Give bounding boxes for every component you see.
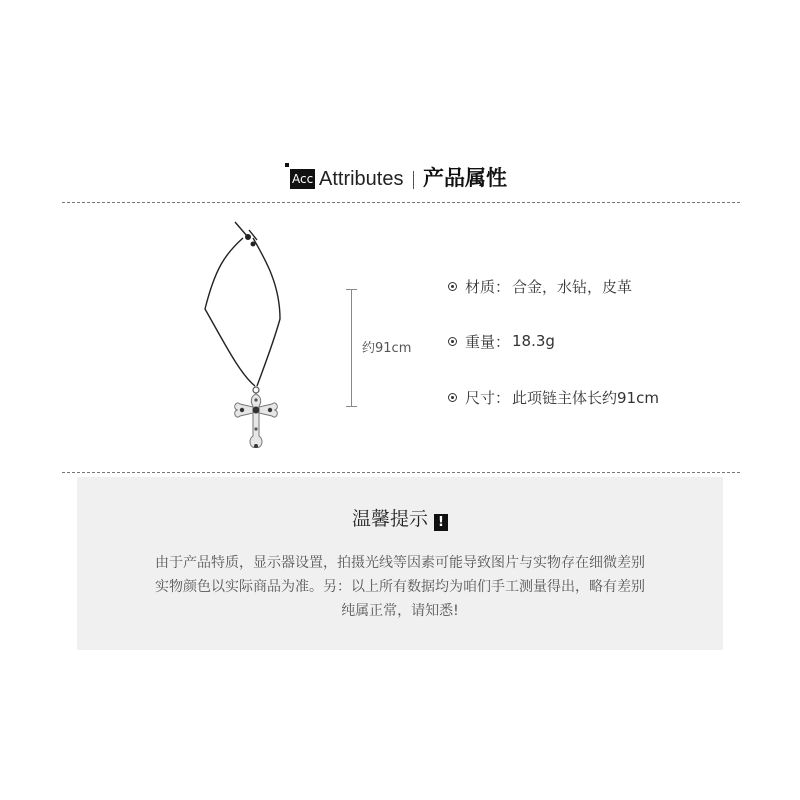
dimension-cap-top (346, 289, 357, 290)
notice-title-row (77, 507, 723, 531)
exclamation-icon: ! (434, 514, 448, 531)
notice-line: 由于产品特质，显示器设置，拍摄光线等因素可能导致图片与实物存在细微差别 (155, 555, 645, 571)
attribute-label: 材质： (465, 277, 511, 296)
notice-title: 温馨提示 (351, 508, 428, 530)
notice-line: 实物颜色以实际商品为准。另：以上所有数据均为咱们手工测量得出，略有差别 (155, 579, 645, 595)
attribute-material (448, 275, 632, 297)
attribute-value: 此项链主体长约91cm (512, 388, 659, 407)
dashed-divider-top (62, 202, 740, 203)
attribute-value: 合金，水钻，皮革 (512, 277, 633, 296)
header-dot (285, 163, 289, 167)
attribute-size (448, 386, 659, 408)
attribute-label: 尺寸： (465, 388, 511, 407)
product-image (195, 214, 295, 454)
attribute-value: 18.3g (512, 332, 555, 350)
attribute-label: 重量： (465, 332, 511, 351)
cross-pendant-necklace-icon (195, 214, 295, 454)
bullet-icon (448, 337, 457, 346)
header-badge: Acc (290, 169, 315, 189)
notice-panel (77, 477, 723, 650)
notice-line: 纯属正常，请知悉! (341, 603, 459, 619)
dimension-label: 约91cm (362, 341, 412, 356)
attribute-weight (448, 330, 555, 352)
dimension-line (351, 289, 352, 406)
section-header (0, 163, 800, 193)
bullet-icon (448, 393, 457, 402)
notice-text (77, 551, 723, 623)
header-divider (413, 171, 414, 189)
dimension-cap-bottom (346, 406, 357, 407)
dashed-divider-bottom (62, 472, 740, 473)
bullet-icon (448, 282, 457, 291)
header-title-en: Attributes (319, 168, 404, 190)
header-title-cn: 产品属性 (423, 166, 507, 190)
